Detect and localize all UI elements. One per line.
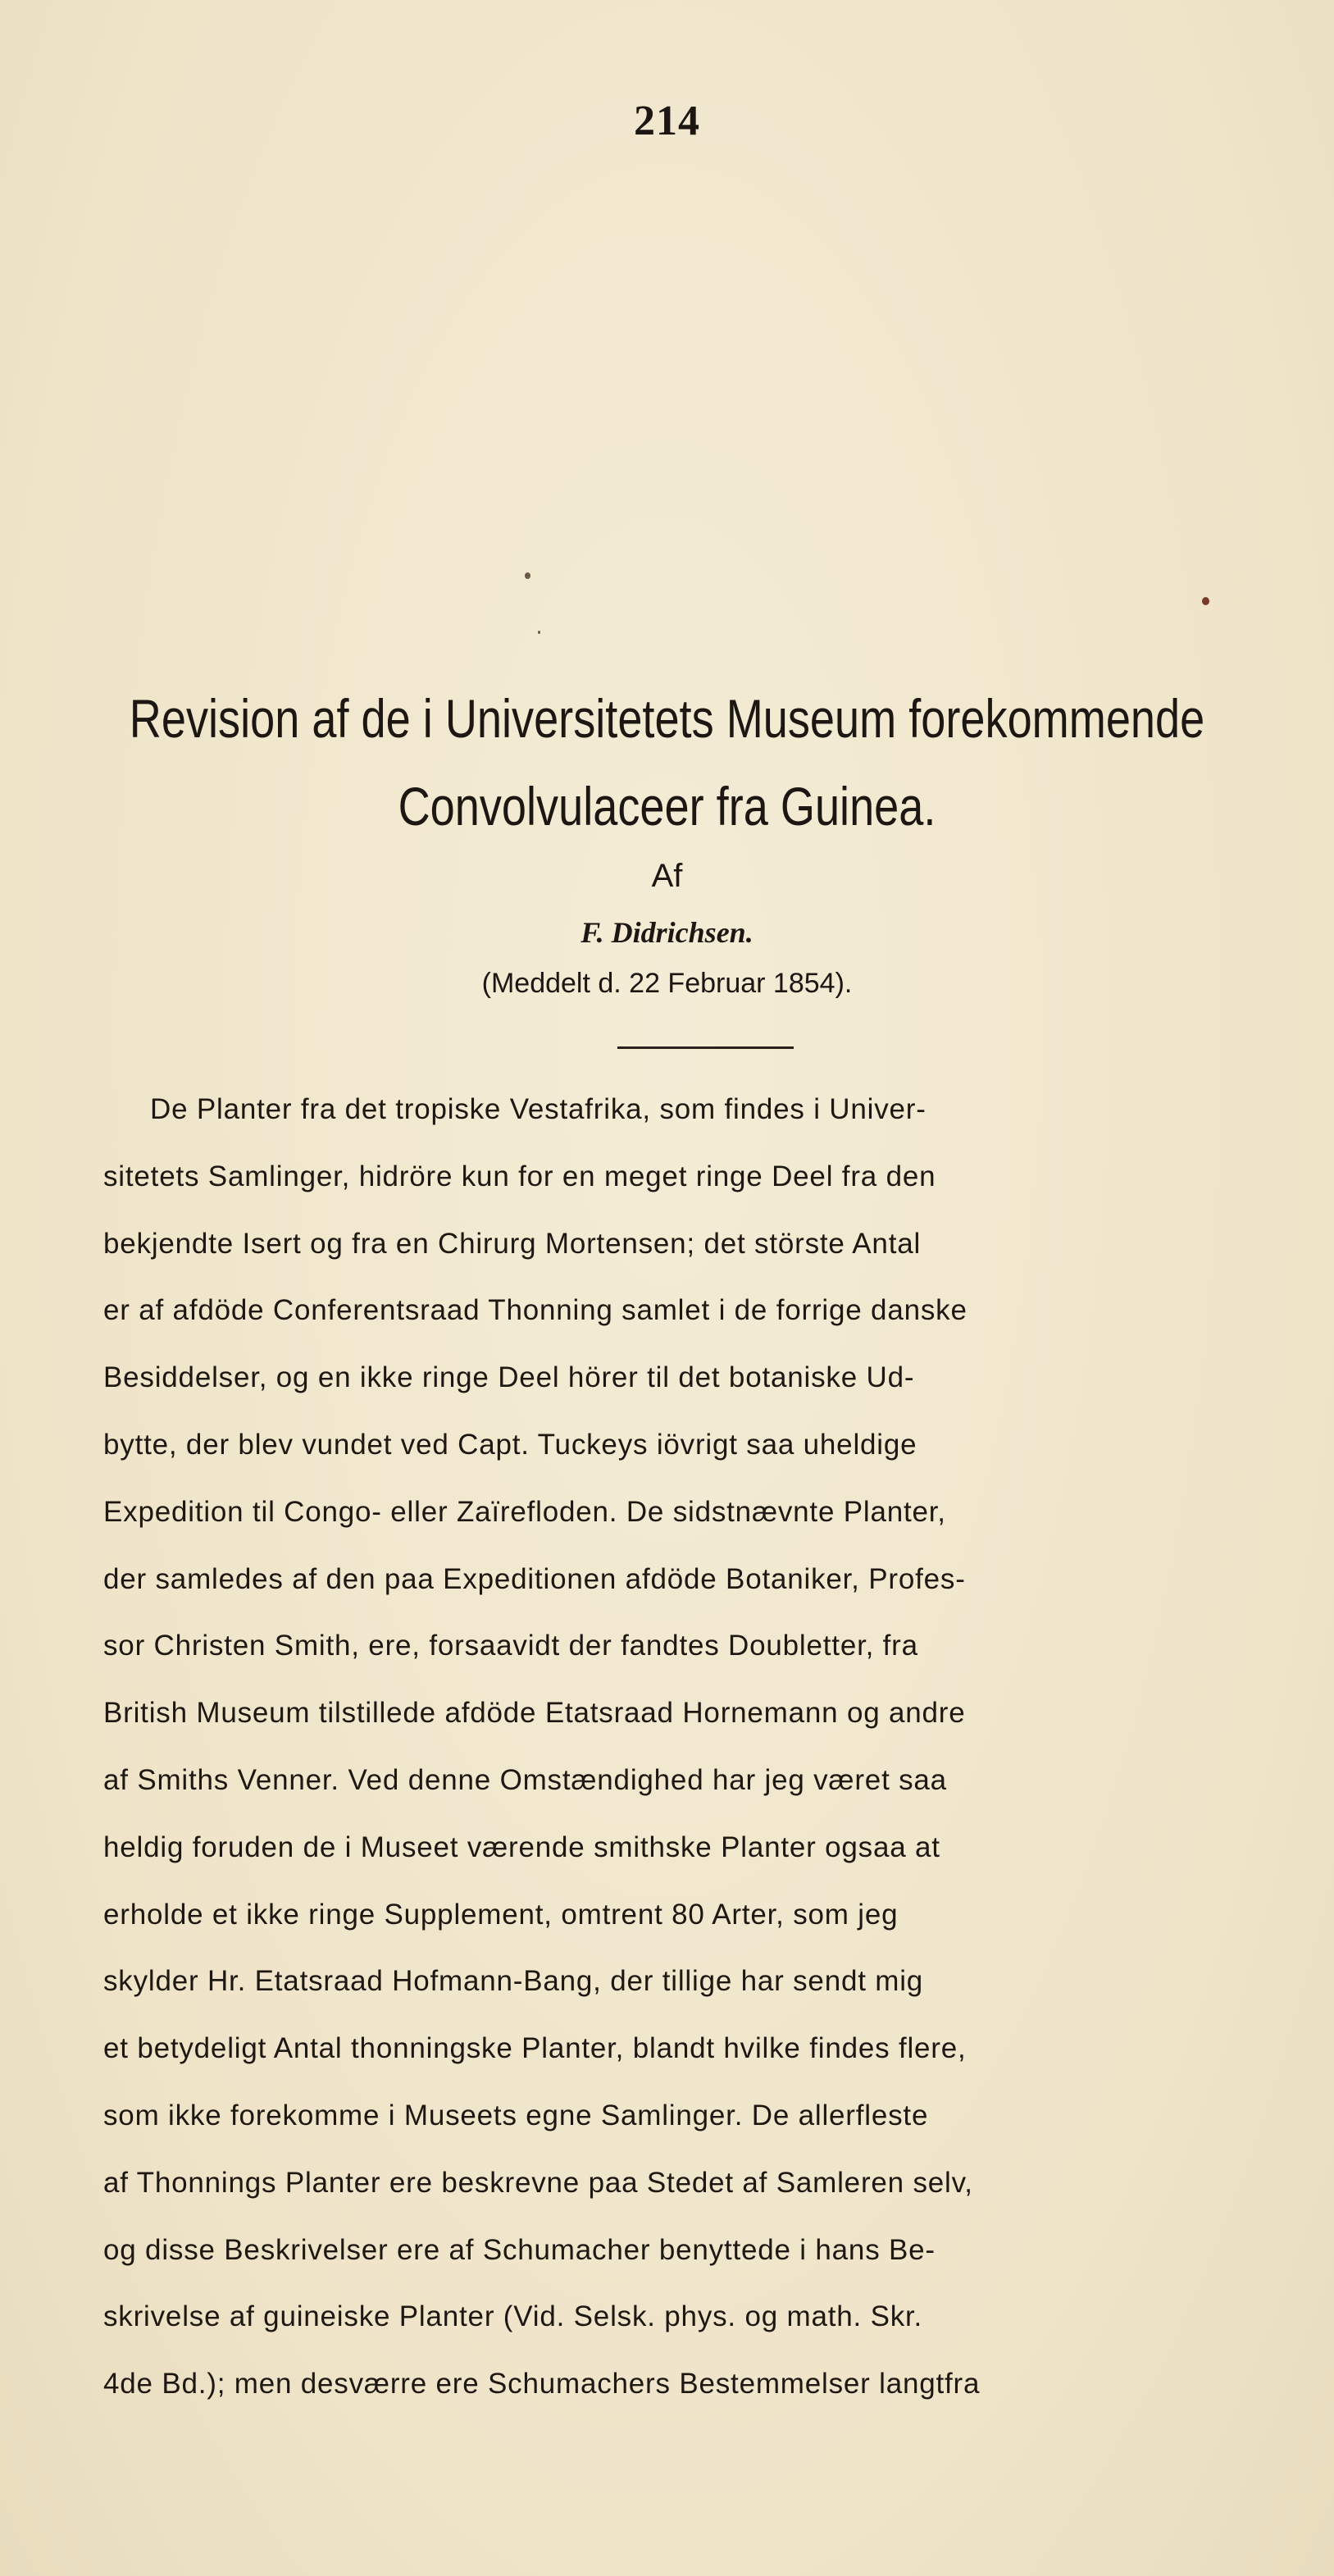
body-line: skrivelse af guineiske Planter (Vid. Selsk. phys. og math. Skr.	[103, 2300, 923, 2332]
body-line: 4de Bd.); men desværre ere Schumachers Bestemmelser langtfra	[103, 2368, 981, 2400]
body-line: der samledes af den paa Expeditionen afdöde Botaniker, Profes-	[103, 1563, 966, 1595]
body-line: Besiddelser, og en ikke ringe Deel hörer til det botaniske Ud-	[103, 1361, 915, 1393]
ink-speck	[538, 631, 540, 634]
body-line: bytte, der blev vundet ved Capt. Tuckeys iövrigt saa uheldige	[103, 1429, 917, 1461]
ink-speck	[1202, 597, 1209, 605]
body-line: som ikke forekomme i Museets egne Samlinger. De allerfleste	[103, 2100, 929, 2131]
article-title-line-1: Revision af de i Universitetets Museum forekommende	[129, 688, 1205, 749]
separator-rule	[617, 1046, 794, 1049]
body-line: British Museum tilstillede afdöde Etatsraad Hornemann og andre	[103, 1697, 966, 1729]
author-name: F. Didrichsen.	[580, 916, 754, 949]
body-line: et betydeligt Antal thonningske Planter, blandt hvilke findes flere,	[103, 2032, 967, 2064]
page-number: 214	[634, 98, 700, 144]
body-line: heldig foruden de i Museet værende smithske Planter ogsaa at	[103, 1831, 940, 1863]
ink-speck	[525, 572, 530, 579]
body-line: De Planter fra det tropiske Vestafrika, som findes i Univer-	[150, 1093, 927, 1125]
body-line: bekjendte Isert og fra en Chirurg Mortensen; det störste Antal	[103, 1228, 922, 1260]
body-line: erholde et ikke ringe Supplement, omtrent 80 Arter, som jeg	[103, 1899, 899, 1931]
body-line: af Smiths Venner. Ved denne Omstændighed har jeg været saa	[103, 1764, 947, 1796]
byline: Af	[651, 858, 683, 894]
article-title-line-2: Convolvulaceer fra Guinea.	[398, 776, 936, 837]
communication-date: (Meddelt d. 22 Februar 1854).	[481, 968, 853, 999]
body-line: af Thonnings Planter ere beskrevne paa Stedet af Samleren selv,	[103, 2167, 973, 2199]
body-line: er af afdöde Conferentsraad Thonning samlet i de forrige danske	[103, 1294, 967, 1326]
body-line: skylder Hr. Etatsraad Hofmann-Bang, der tillige har sendt mig	[103, 1965, 924, 1997]
body-line: Expedition til Congo- eller Zaïrefloden. De sidstnævnte Planter,	[103, 1496, 946, 1528]
body-line: sitetets Samlinger, hidröre kun for en meget ringe Deel fra den	[103, 1160, 936, 1192]
body-line: sor Christen Smith, ere, forsaavidt der fandtes Doubletter, fra	[103, 1630, 918, 1662]
body-line: og disse Beskrivelser ere af Schumacher benyttede i hans Be-	[103, 2234, 936, 2266]
